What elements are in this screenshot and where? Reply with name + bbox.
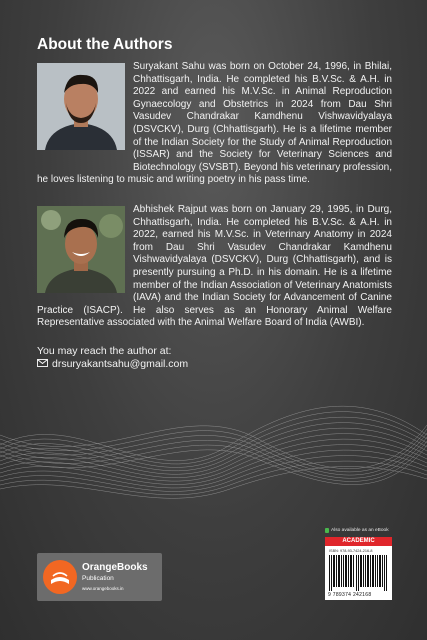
author-bio-2: Abhishek Rajput was born on January 29, 1995, in Durg, Chhattisgarh, India. He completed his B.V.Sc. & A.H. in 2022, earned his M.V.Sc. in Veterinary Anatomy in 2024 from Dau Shri Vasudev Chandrakar Kamdhenu Vishwavidyalaya (DSVCKV), Durg (Chhattisgarh), and is presently pursuing a Ph.D. in his domain. He is a lifetime member of the Indian Association of Veterinary Anatomists (IAVA) and the Indian Society for Advancement of Canine Practice (ISACP). He also serves as an Honorary Animal Welfare Representative associated with the Animal Welfare Board of India (AWBI).: [37, 204, 392, 329]
barcode-bars: [329, 555, 388, 591]
publisher-logo-box: [37, 553, 162, 601]
envelope-icon: [37, 358, 48, 371]
author-email[interactable]: drsuryakantsahu@gmail.com: [52, 358, 189, 370]
publisher-url: www.orangebooks.in: [82, 586, 124, 591]
contact-block: [37, 345, 188, 371]
author-bio-1: Suryakant Sahu was born on October 24, 1996, in Bhilai, Chhattisgarh, India. He completed his B.V.Sc. & A.H. in 2022 and earned his M.V.Sc. in Animal Reproduction Gynaecology and Obstetrics in 2024 from Dau Shri Vasudev Chandrakar Kamdhenu Vishwavidyalaya (DSVCKV), Durg (Chhattisgarh). He is a lifetime member of the Indian Society for the Study of Animal Reproduction (ISSAR) and the Society for Veterinary Sciences and Biotechnology (SVSBT). Beyond his veterinary profession, he loves listening to music and writing poetry in his pass time.: [37, 61, 392, 186]
section-heading: About the Authors: [37, 36, 173, 53]
publisher-name: OrangeBooks: [82, 562, 148, 573]
orangebooks-logo-icon: [43, 560, 77, 594]
barcode-block: [325, 537, 392, 600]
ebook-note: Also available as an eBook: [325, 528, 389, 533]
category-label: ACADEMIC: [325, 537, 392, 546]
publisher-subtitle: Publication: [82, 575, 114, 582]
contact-intro: You may reach the author at:: [37, 345, 172, 357]
barcode-digits: 9 789374 242168: [328, 592, 372, 598]
decorative-waves: [0, 385, 427, 535]
email-line: [37, 358, 188, 371]
isbn-text: ISBN: 978-93-7424-216-8: [329, 549, 373, 553]
ebook-icon: [325, 528, 329, 533]
